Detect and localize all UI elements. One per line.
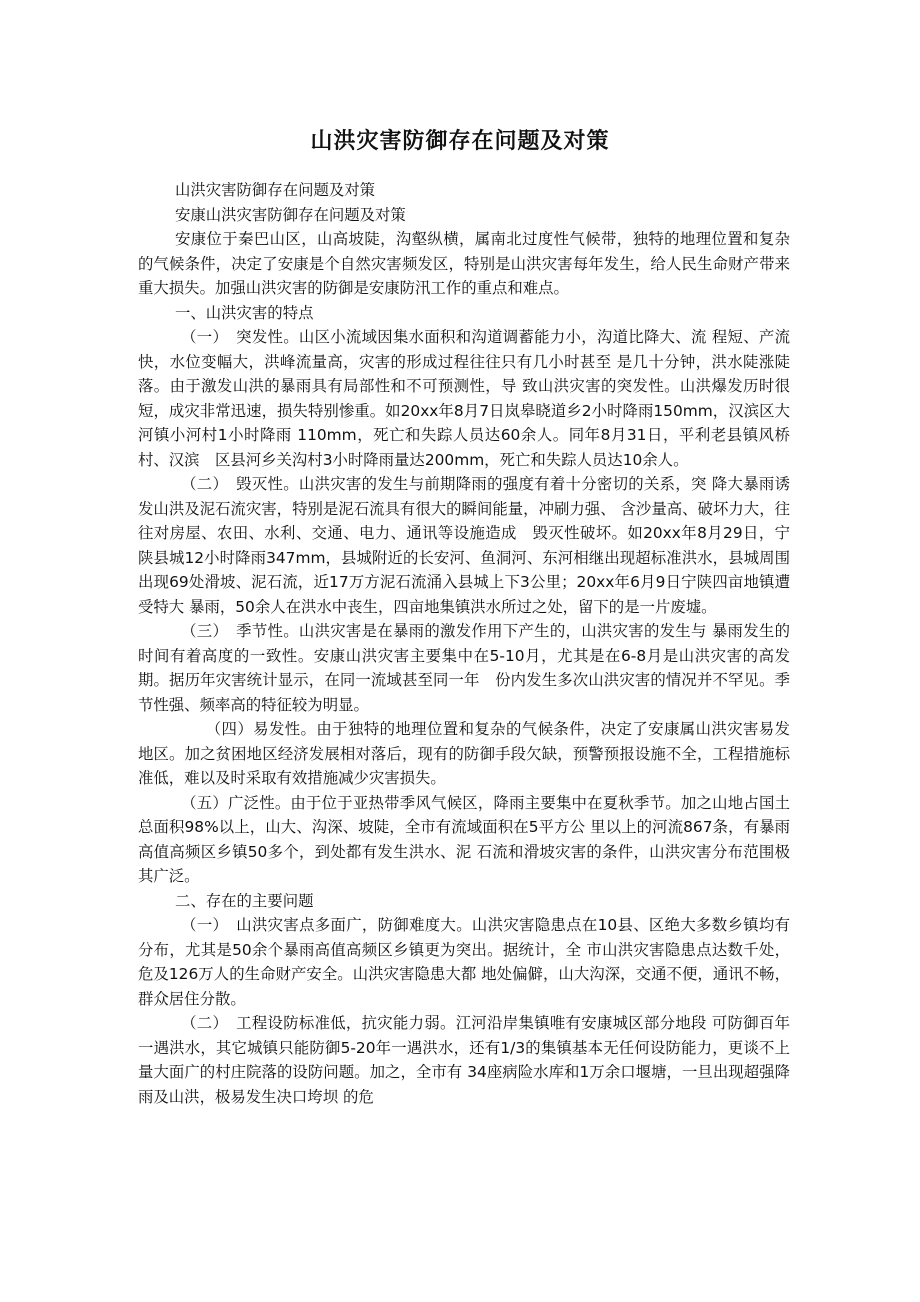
- paragraph-subtitle-ankang: 安康山洪灾害防御存在问题及对策: [174, 205, 406, 224]
- paragraph-problem-1: （一） 山洪灾害点多面广，防御难度大。山洪灾害隐患点在10县、区绝大多数乡镇均有分布，尤其是50余个暴雨高值高频区乡镇更为突出。据统计，全 市山洪灾害隐患点达数千处，危及126万人的生命财产安全。山洪灾害隐患大都 地处偏僻，山大沟深，交通不便，通讯不畅，群众居住分散。: [138, 916, 790, 1008]
- paragraph-susceptibility: （四）易发性。由于独特的地理位置和复杂的气候条件，决定了安康属山洪灾害易发地区。加之贫困地区经济发展相对落后，现有的防御手段欠缺，预警预报设施不全，工程措施标准低，难以及时采取有效措施减少灾害损失。: [138, 720, 790, 787]
- paragraph-seasonality: （三） 季节性。山洪灾害是在暴雨的激发作用下产生的，山洪灾害的发生与 暴雨发生的时间有着高度的一致性。安康山洪灾害主要集中在5-10月，尤其是在6-8月是山洪灾害的高发期。据历年灾害统计显示，在同一流域甚至同一年 份内发生多次山洪灾害的情况并不罕见。季节性强、频率高的特征较为明显。: [138, 622, 790, 714]
- section-heading-problems: 二、存在的主要问题: [174, 891, 314, 910]
- paragraph-widespread: （五）广泛性。由于位于亚热带季风气候区，降雨主要集中在夏秋季节。加之山地占国土总面积98%以上，山大、沟深、坡陡，全市有流域面积在5平方公 里以上的河流867条，有暴雨高值高频区乡镇50多个，到处都有发生洪水、泥 石流和滑坡灾害的条件，山洪灾害分布范围极其广泛。: [138, 793, 790, 885]
- paragraph-destructiveness: （二） 毁灭性。山洪灾害的发生与前期降雨的强度有着十分密切的关系，突 降大暴雨诱发山洪及泥石流灾害，特别是泥石流具有很大的瞬间能量，冲刷力强、 含沙量高、破坏力大，往往对房屋、农田、水利、交通、电力、通讯等设施造成 毁灭性破坏。如20xx年8月29日，宁陕县城12小时降雨347mm，县城附近的长安河、鱼洞河、东河相继出现超标准洪水，县城周围出现69处滑坡、泥石流，近17万方泥石流涌入县城上下3公里；20xx年6月9日宁陕四亩地镇遭受特大 暴雨，50余人在洪水中丧生，四亩地集镇洪水所过之处，留下的是一片废墟。: [138, 475, 790, 616]
- paragraph-intro: 安康位于秦巴山区，山高坡陡，沟壑纵横，属南北过度性气候带，独特的地理位置和复杂的气候条件，决定了安康是个自然灾害频发区，特别是山洪灾害每年发生，给人民生命财产带来重大损失。加强山洪灾害的防御是安康防汛工作的重点和难点。: [138, 230, 790, 297]
- section-heading-characteristics: 一、山洪灾害的特点: [174, 303, 314, 322]
- paragraph-subtitle: 山洪灾害防御存在问题及对策: [174, 181, 376, 199]
- document-title: 山洪灾害防御存在问题及对策: [310, 129, 610, 154]
- paragraph-problem-2: （二） 工程设防标准低，抗灾能力弱。江河沿岸集镇唯有安康城区部分地段 可防御百年一遇洪水，其它城镇只能防御5-20年一遇洪水，还有1/3的集镇基本无任何设防能力，更谈不上量大面广的村庄院落的设防问题。加之，全市有 34座病险水库和1万余口堰塘，一旦出现超强降雨及山洪，极易发生决口垮坝 的危: [138, 1014, 790, 1106]
- paragraph-suddenness: （一） 突发性。山区小流域因集水面积和沟道调蓄能力小，沟道比降大、流 程短、产流快，水位变幅大，洪峰流量高，灾害的形成过程往往只有几小时甚至 是几十分钟，洪水陡涨陡落。由于激发山洪的暴雨具有局部性和不可预测性，导 致山洪灾害的突发性。山洪爆发历时很短，成灾非常迅速，损失特别惨重。如20xx年8月7日岚皋晓道乡2小时降雨150mm，汉滨区大河镇小河村1小时降雨 110mm，死亡和失踪人员达60余人。同年8月31日，平利老县镇风桥村、汉滨 区县河乡关沟村3小时降雨量达200mm，死亡和失踪人员达10余人。: [138, 328, 790, 469]
- document-body: [138, 178, 790, 1109]
